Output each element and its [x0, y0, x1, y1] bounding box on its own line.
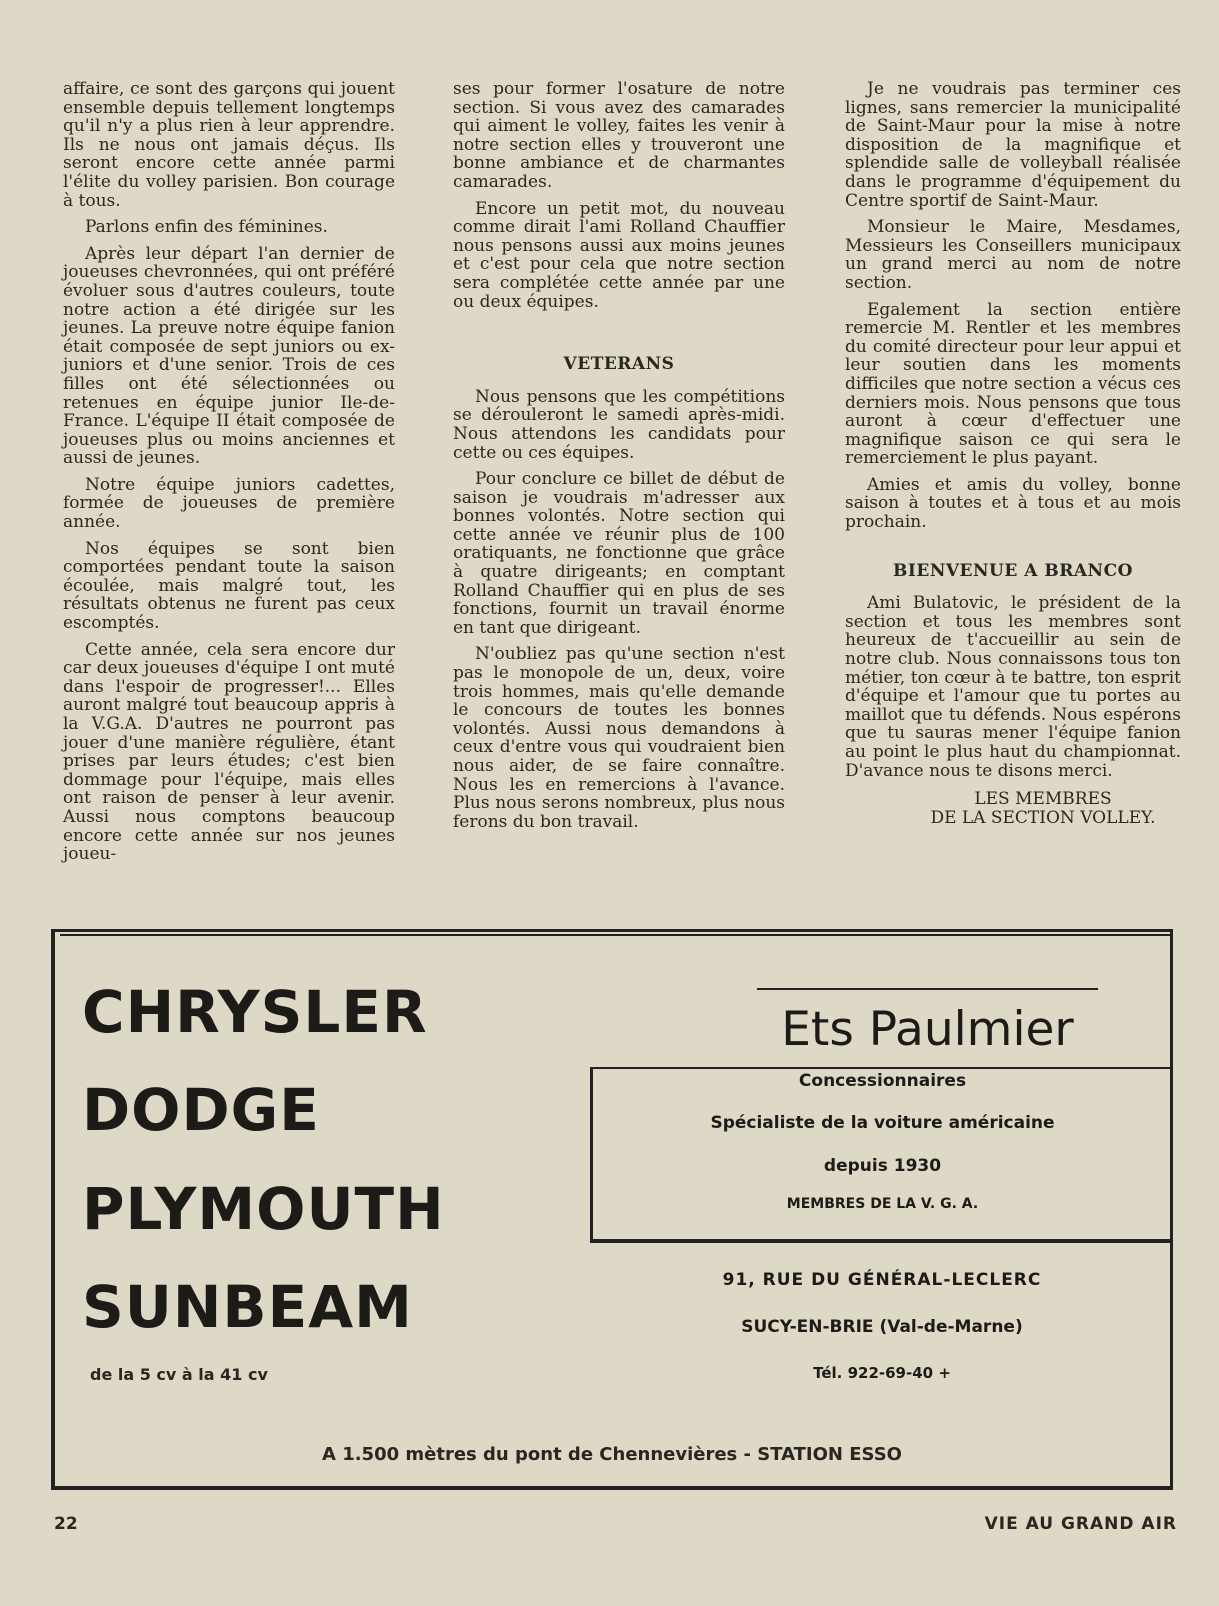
paragraph: affaire, ce sont des garçons qui jouent ensemble depuis tellement longtemps qu'il n'y a plus rien à leur apprendre. Ils ne nous ont jamais déçus. Ils seront encore cette année parmi l'élite du volley parisien. Bon courage à tous.: [63, 79, 395, 211]
power-range: de la 5 cv à la 41 cv: [90, 1365, 268, 1384]
paragraph: Pour conclure ce billet de début de saison je voudrais m'adresser aux bonnes volontés. Notre section qui cette année ve réunir plus de 100 oratiquants, ne fonctionne que grâce à quatre dirigeants; en comptant Rolland Chauffier qui en plus de ses fonctions, fournit un travail énorme en tant que dirigeant.: [453, 469, 785, 638]
dealer-name: Ets Paulmier: [781, 1002, 1074, 1057]
paragraph: Ami Bulatovic, le président de la section et tous les membres sont heureux de t'accueillir au sein de notre club. Nous connaissons tous ton métier, ton cœur à te battre, ton esprit d'équipe et l'amour que tu portes au maillot que tu défends. Nous espérons que tu sauras mener l'équipe fanion au point le plus haut du championnat. D'avance nous te disons merci.: [845, 593, 1181, 781]
brand-chrysler: CHRYSLER: [82, 978, 428, 1046]
paragraph: Après leur départ l'an dernier de joueuses chevronnées, qui ont préféré évoluer sous d'autres couleurs, toute notre action a été dirigée sur les jeunes. La preuve notre équipe fanion était composée de sept juniors ou ex-juniors et d'une senior. Trois de ces filles ont été sélectionnées ou retenues en équipe junior Ile-de-France. L'équipe II était composée de joueuses plus ou moins anciennes et aussi de jeunes.: [63, 243, 395, 469]
magazine-title: VIE AU GRAND AIR: [984, 1514, 1177, 1534]
dealer-phone: Tél. 922-69-40 +: [813, 1364, 951, 1382]
paragraph: Parlons enfin des féminines.: [85, 217, 328, 238]
paragraph: Cette année, cela sera encore dur car deux joueuses d'équipe I ont muté dans l'espoir de progresser!... Elles auront malgré tout beaucoup appris à la V.G.A. D'autres ne pourront pas jouer d'une manière régulière, étant prises par leurs études; c'est bien dommage pour l'équipe, mais elles ont raison de penser à leur avenir. Aussi nous comptons beaucoup encore cette année sur nos jeunes joueu-: [63, 639, 395, 865]
brand-dodge: DODGE: [82, 1076, 320, 1144]
dealer-membership: MEMBRES DE LA V. G. A.: [786, 1196, 979, 1212]
signature-line-2: DE LA SECTION VOLLEY.: [930, 808, 1156, 829]
location-note: A 1.500 mètres du pont de Chennevières - STATION ESSO: [322, 1444, 902, 1465]
branco-heading: BIENVENUE A BRANCO: [893, 560, 1133, 581]
paragraph: ses pour former l'osature de notre section. Si vous avez des camarades qui aiment le volley, faites les venir à notre section elles y trouveront une bonne ambiance et de charmantes camarades.: [453, 79, 785, 192]
dealer-type: Concessionnaires: [798, 1071, 967, 1091]
page-number: 22: [54, 1514, 78, 1534]
paragraph: Je ne voudrais pas terminer ces lignes, sans remercier la municipalité de Saint-Maur pour la mise à notre disposition de la magnifique et splendide salle de volleyball réalisée dans le programme d'équipement du Centre sportif de Saint-Maur.: [845, 79, 1181, 211]
paragraph: Notre équipe juniors cadettes, formée de joueuses de première année.: [63, 474, 395, 533]
veterans-heading: VETERANS: [563, 354, 675, 375]
paragraph: Nous pensons que les compétitions se dérouleront le samedi après-midi. Nous attendons les candidats pour cette ou ces équipes.: [453, 386, 785, 463]
paragraph: Amies et amis du volley, bonne saison à toutes et à tous et au mois prochain.: [845, 474, 1181, 533]
article-column-2: [453, 80, 785, 839]
article-column-1: [63, 80, 395, 872]
paragraph: N'oubliez pas qu'une section n'est pas le monopole de un, deux, voire trois hommes, mais qu'elle demande le concours de toutes les bonnes volontés. Aussi nous demandons à ceux d'entre vous qui voudraient bien nous aider, de se faire connaître. Nous les en remercions à l'avance. Plus nous serons nombreux, plus nous ferons du bon travail.: [453, 644, 785, 832]
paragraph: Nos équipes se sont bien comportées pendant toute la saison écoulée, mais malgré tout, les résultats obtenus ne furent pas ceux escomptés.: [63, 538, 395, 634]
brand-plymouth: PLYMOUTH: [82, 1175, 445, 1243]
paragraph: Encore un petit mot, du nouveau comme dirait l'ami Rolland Chauffier nous pensons aussi aux moins jeunes et c'est pour cela que notre section sera complétée cette année par une ou deux équipes.: [453, 198, 785, 312]
brand-sunbeam: SUNBEAM: [82, 1273, 413, 1341]
dealer-since: depuis 1930: [823, 1156, 942, 1176]
dealer-specialty: Spécialiste de la voiture américaine: [710, 1113, 1055, 1133]
dealer-address: 91, RUE DU GÉNÉRAL-LECLERC: [722, 1270, 1042, 1290]
paragraph: Egalement la section entière remercie M. Rentler et les membres du comité directeur pour leur appui et leur soutien dans les moments difficiles que notre section a vécus ces derniers mois. Nous pensons que tous auront à cœur d'effectuer une magnifique saison ce qui sera le remerciement le plus payant.: [845, 299, 1181, 469]
dealer-box: [590, 1067, 1172, 1243]
article-column-3: [845, 80, 1181, 836]
signature-line-1: LES MEMBRES: [974, 789, 1112, 810]
paragraph: Monsieur le Maire, Mesdames, Messieurs les Conseillers municipaux un grand merci au nom de notre section.: [845, 217, 1181, 293]
dealer-city: SUCY-EN-BRIE (Val-de-Marne): [741, 1317, 1023, 1337]
dealer-rule: [757, 988, 1098, 990]
signature: [845, 790, 1181, 828]
